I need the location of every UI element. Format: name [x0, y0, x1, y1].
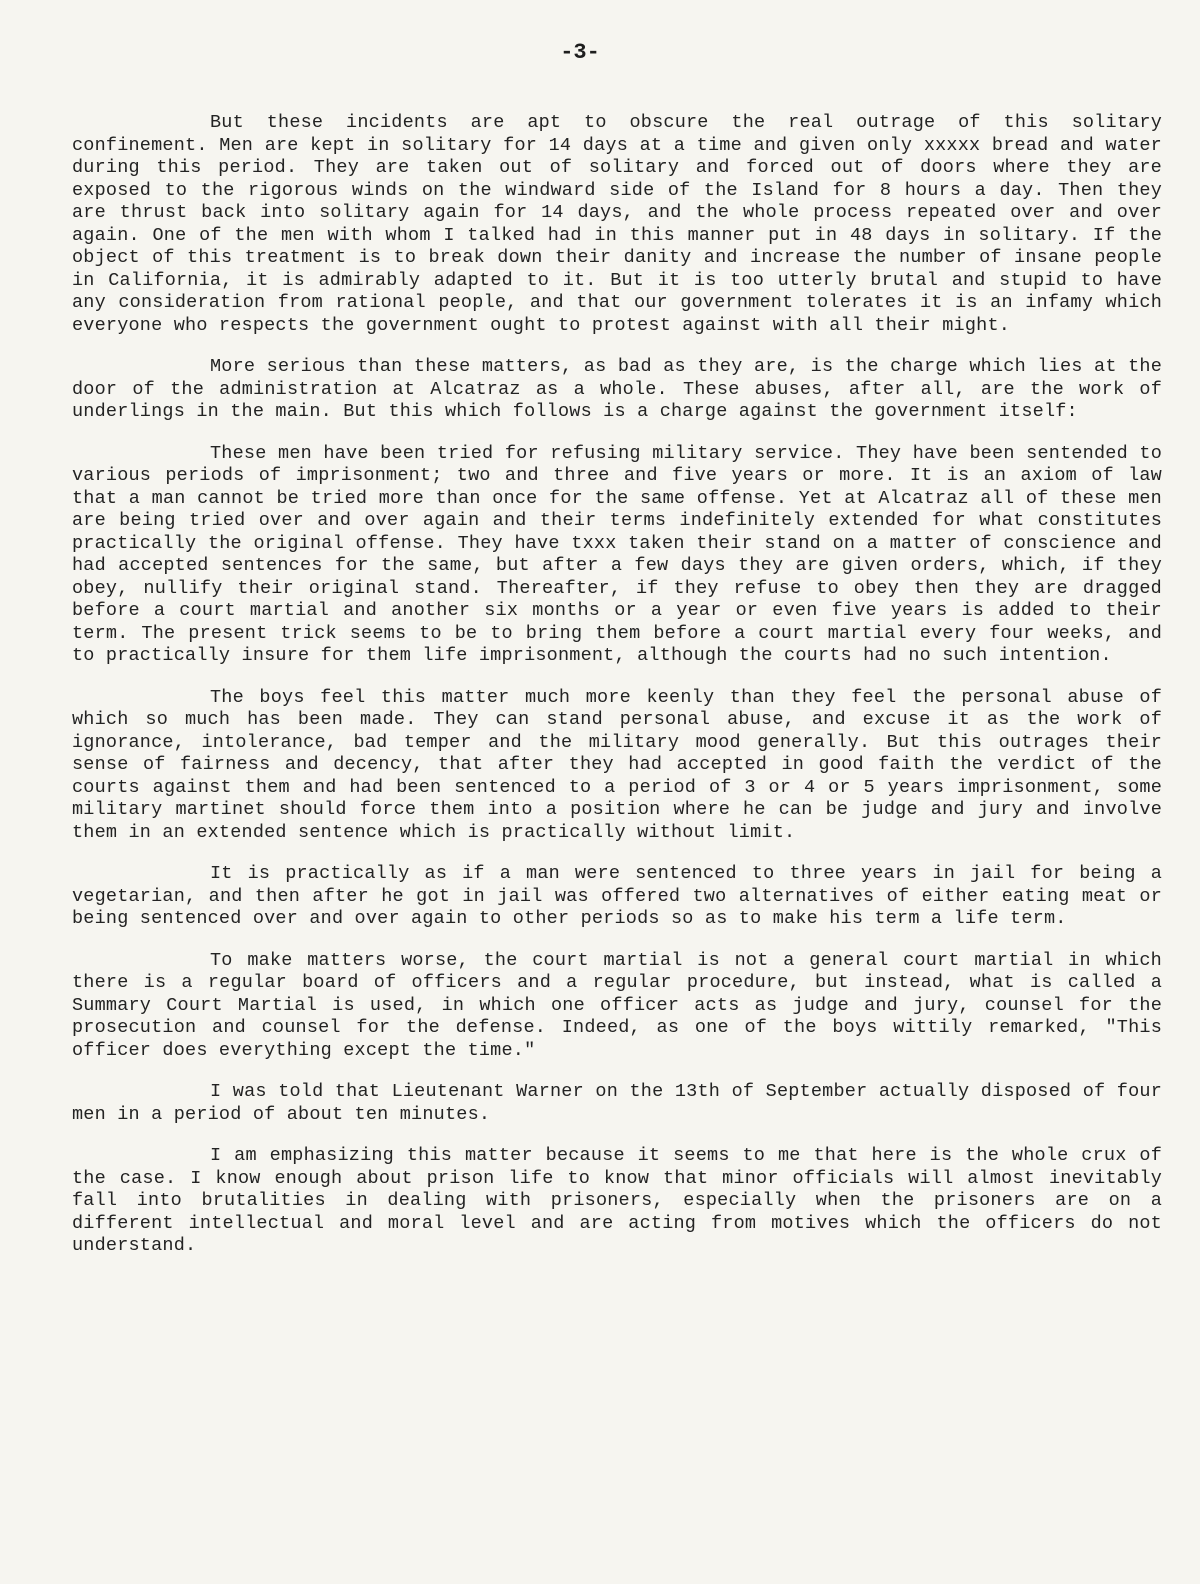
- paragraph-solitary-confinement: But these incidents are apt to obscure the real outrage of this solitary confinement. Men are kept in solitary for 14 days at a time and given only xxxxx bread and water during this period. They are taken out of solitary and forced out of doors where they are exposed to the rigorous winds on the windward side of the Island for 8 hours a day. Then they are thrust back into solitary again for 14 days, and the whole process repeated over and over again. One of the men with whom I talked had in this manner put in 48 days in solitary. If the object of this treatment is to break down their danity and increase the number of insane people in California, it is admirably adapted to it. But it is too utterly brutal and stupid to have any consideration from rational people, and that our government tolerates it is an infamy which everyone who respects the government ought to protest against with all their might.: [72, 112, 1162, 336]
- paragraph-summary-court-martial: To make matters worse, the court martial is not a general court martial in which there is a regular board of officers and a regular procedure, but instead, what is called a Summary Court Martial is used, in which one officer acts as judge and jury, counsel for the prosecution and counsel for the defense. Indeed, as one of the boys wittily remarked, "This officer does everything except the time.": [72, 949, 1162, 1061]
- paragraph-repeated-trials: These men have been tried for refusing military service. They have been sentended to various periods of imprisonment; two and three and five years or more. It is an axiom of law that a man cannot be tried more than once for the same offense. Yet at Alcatraz all of these men are being tried over and over again and their terms indefinitely extended for what constitutes practically the original offense. They have txxx taken their stand on a matter of conscience and had accepted sentences for the same, but after a few days they are given orders, which, if they obey, nullify their original stand. Thereafter, if they refuse to obey then they are dragged before a court martial and another six months or a year or even five years is added to their term. The present trick seems to be to bring them before a court martial every four weeks, and to practically insure for them life imprisonment, although the courts had no such intention.: [72, 442, 1162, 666]
- paragraph-lieutenant-warner: I was told that Lieutenant Warner on the 13th of September actually disposed of four men in a period of about ten minutes.: [72, 1081, 1162, 1125]
- page-number: -3-: [560, 40, 600, 65]
- letter-body: [72, 112, 1162, 1276]
- paragraph-crux-of-case: I am emphasizing this matter because it seems to me that here is the whole crux of the case. I know enough about prison life to know that minor officials will almost inevitably fall into brutalities in dealing with prisoners, especially when the prisoners are on a different intellectual and moral level and are acting from motives which the officers do not understand.: [72, 1145, 1162, 1256]
- paragraph-vegetarian-analogy: It is practically as if a man were sentenced to three years in jail for being a vegetarian, and then after he got in jail was offered two alternatives of either eating meat or being sentenced over and over again to other periods so as to make his term a life term.: [72, 863, 1162, 929]
- paragraph-administration-charge: More serious than these matters, as bad as they are, is the charge which lies at the door of the administration at Alcatraz as a whole. These abuses, after all, are the work of underlings in the main. But this which follows is a charge against the government itself:: [72, 356, 1162, 422]
- paragraph-boys-feelings: The boys feel this matter much more keenly than they feel the personal abuse of which so much has been made. They can stand personal abuse, and excuse it as the work of ignorance, intolerance, bad temper and the military mood generally. But this outrages their sense of fairness and decency, that after they had accepted in good faith the verdict of the courts against them and had been sentenced to a period of 3 or 4 or 5 years imprisonment, some military martinet should force them into a position where he can be judge and jury and involve them in an extended sentence which is practically without limit.: [72, 686, 1162, 843]
